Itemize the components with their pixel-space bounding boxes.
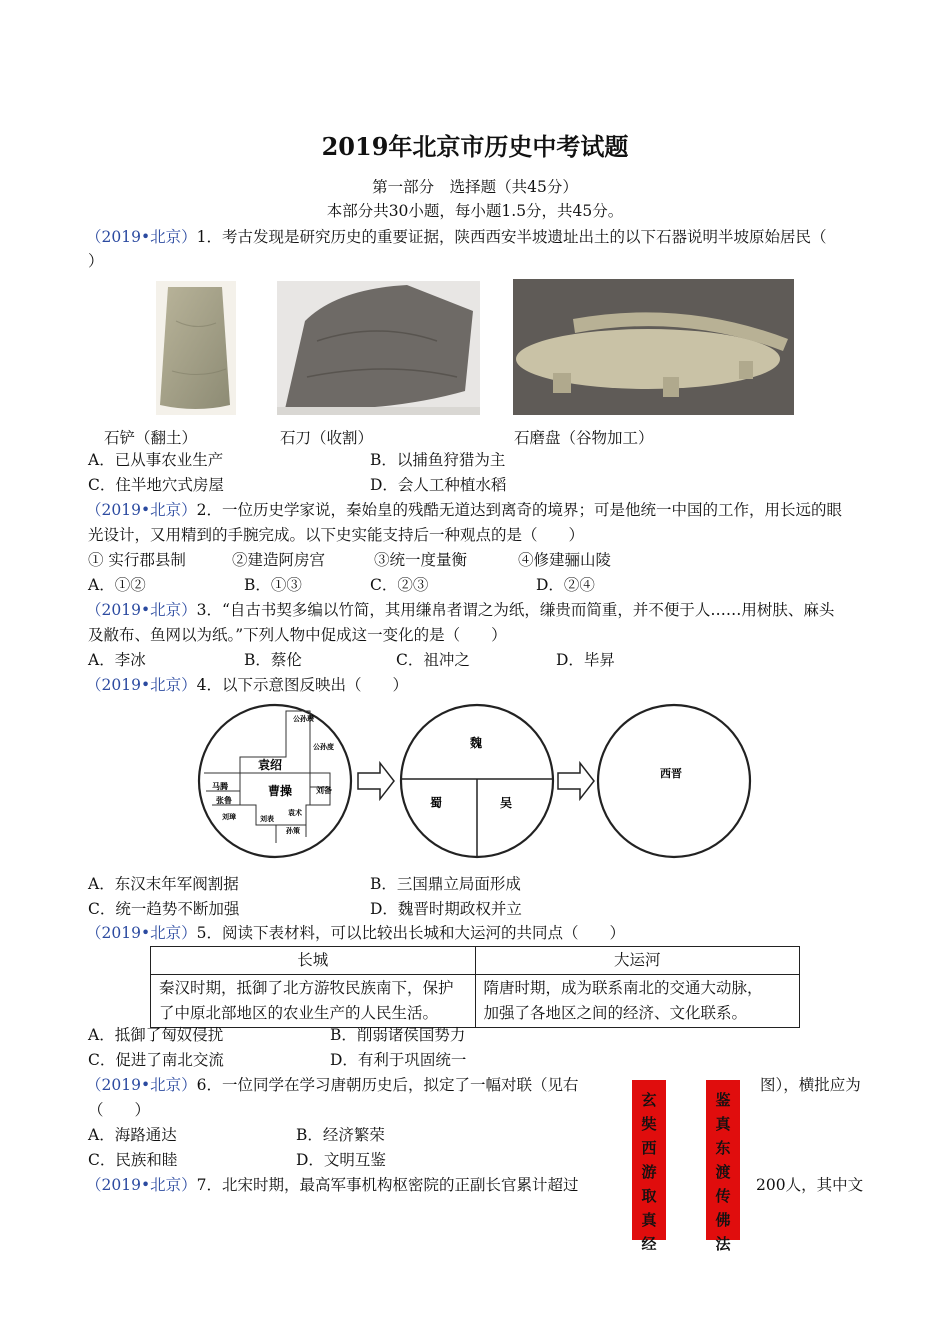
western-jin-map [598, 705, 750, 857]
couplet-scroll-left: 玄 奘 西 游 取 真 经 [632, 1080, 666, 1240]
table-cell-great-wall: 秦汉时期，抵御了北方游牧民族南下，保护 了中原北部地区的农业生产的人民生活。 [151, 975, 476, 1028]
q2-option-d: D．②④ [536, 576, 595, 594]
label-zhang-lu: 张鲁 [216, 795, 232, 805]
label-sun-ce: 孙策 [286, 826, 300, 835]
caption-stone-knife: 石刀（收割） [280, 429, 374, 447]
question-5: （2019•北京）5．阅读下表材料，可以比较出长城和大运河的共同点（ ） [86, 924, 625, 942]
section-heading: 第一部分 选择题（共45分） [372, 178, 578, 196]
label-liu-zhang: 刘璋 [222, 812, 236, 821]
question-3-line2: 及敝布、鱼网以为纸。”下列人物中促成这一变化的是（ ） [88, 626, 507, 644]
question-1: （2019•北京）1．考古发现是研究历史的重要证据，陕西西安半坡遗址出土的以下石器说明半坡原始居民（ [86, 228, 827, 246]
stone-knife-image [277, 281, 480, 415]
question-3: （2019•北京）3．“自古书契多编以竹简，其用缣帛者谓之为纸，缣贵而简重，并不便于人……用树肤、麻头 [86, 601, 835, 619]
label-yuan-shu: 袁术 [288, 808, 302, 817]
question-4: （2019•北京）4．以下示意图反映出（ ） [86, 676, 408, 694]
page-title: 2019年北京市历史中考试题 [321, 132, 629, 161]
q1-option-b: B．以捕鱼狩猎为主 [370, 451, 506, 469]
question-7: （2019•北京）7．北宋时期，最高军事机构枢密院的正副长官累计超过 [86, 1176, 579, 1194]
label-western-jin: 西晋 [660, 767, 682, 780]
source-tag: （2019•北京） [86, 501, 197, 519]
table-header-row [151, 947, 800, 975]
label-ma-teng: 马腾 [212, 781, 228, 791]
label-wu: 吴 [500, 796, 513, 810]
table-row [151, 975, 800, 1028]
caption-stone-shovel: 石铲（翻土） [104, 429, 198, 447]
q2-option-a: A．①② [88, 576, 146, 594]
q1-option-d: D．会人工种植水稻 [370, 476, 507, 494]
label-liu-bei: 刘备 [316, 785, 332, 795]
source-tag: （2019•北京） [86, 228, 197, 246]
question-7-tail: 200人，其中文 [756, 1176, 864, 1194]
q2-item-4: ④修建骊山陵 [518, 551, 612, 569]
q6-option-b: B．经济繁荣 [296, 1126, 385, 1144]
q5-option-a: A．抵御了匈奴侵扰 [88, 1026, 224, 1044]
three-kingdoms-diagram [196, 697, 756, 863]
arrow-right-icon [558, 763, 594, 799]
label-cao-cao: 曹操 [268, 784, 293, 798]
section-note: 本部分共30小题，每小题1.5分，共45分。 [326, 202, 624, 220]
q6-option-d: D．文明互鉴 [296, 1151, 386, 1169]
q5-option-d: D．有利于巩固统一 [330, 1051, 467, 1069]
source-tag: （2019•北京） [86, 676, 197, 694]
question-6-tail: 图），横批应为 [760, 1076, 861, 1094]
stone-shovel-image [156, 281, 236, 415]
source-tag: （2019•北京） [86, 1176, 197, 1194]
q2-option-b: B．①③ [244, 576, 302, 594]
couplet-scroll-right: 鉴 真 东 渡 传 佛 法 [706, 1080, 740, 1240]
q3-option-a: A．李冰 [88, 651, 146, 669]
q4-option-a: A．东汉末年军阀割据 [88, 875, 239, 893]
source-tag: （2019•北京） [86, 601, 197, 619]
q2-item-1: ① 实行郡县制 [88, 551, 186, 569]
q2-item-3: ③统一度量衡 [374, 551, 468, 569]
question-2-line2: 光设计，又用精到的手腕完成。以下史实能支持后一种观点的是（ ） [88, 526, 585, 544]
label-shu: 蜀 [430, 796, 443, 810]
q1-option-a: A．已从事农业生产 [88, 451, 224, 469]
q6-option-c: C．民族和睦 [88, 1151, 178, 1169]
question-1-end: ） [88, 252, 104, 270]
q3-option-c: C．祖冲之 [396, 651, 470, 669]
table-cell-grand-canal: 隋唐时期，成为联系南北的交通大动脉， 加强了各地区之间的经济、文化联系。 [475, 975, 800, 1028]
table-header-great-wall: 长城 [151, 947, 476, 975]
label-wei: 魏 [470, 736, 483, 750]
q2-option-c: C．②③ [370, 576, 429, 594]
question-6-end: （ ） [88, 1101, 151, 1119]
label-yuan-shao: 袁绍 [258, 758, 283, 772]
question-2: （2019•北京）2．一位历史学家说，秦始皇的残酷无道达到离奇的境界；可是他统一中国的工作，用长远的眼 [86, 501, 842, 519]
q4-option-d: D．魏晋时期政权并立 [370, 900, 522, 918]
label-gongsun-du: 公孙度 [313, 742, 334, 751]
source-tag: （2019•北京） [86, 924, 197, 942]
comparison-table [150, 946, 800, 1028]
caption-grinding-slab: 石磨盘（谷物加工） [514, 429, 654, 447]
label-gongsun-zan: 公孙瓒 [293, 714, 314, 723]
q4-option-b: B．三国鼎立局面形成 [370, 875, 521, 893]
q4-option-c: C．统一趋势不断加强 [88, 900, 240, 918]
q6-option-a: A．海路通达 [88, 1126, 177, 1144]
arrow-right-icon [358, 763, 394, 799]
q1-option-c: C．住半地穴式房屋 [88, 476, 224, 494]
q3-option-d: D．毕昇 [556, 651, 615, 669]
warlords-map [199, 705, 351, 857]
grinding-slab-image [513, 279, 794, 415]
q5-option-c: C．促进了南北交流 [88, 1051, 224, 1069]
q2-item-2: ②建造阿房宫 [232, 551, 326, 569]
three-kingdoms-map [401, 705, 553, 857]
q3-option-b: B．蔡伦 [244, 651, 302, 669]
source-tag: （2019•北京） [86, 1076, 197, 1094]
label-liu-biao: 刘表 [260, 814, 274, 823]
table-header-grand-canal: 大运河 [475, 947, 800, 975]
q5-option-b: B．削弱诸侯国势力 [330, 1026, 466, 1044]
question-6: （2019•北京）6．一位同学在学习唐朝历史后，拟定了一幅对联（见右 [86, 1076, 579, 1094]
